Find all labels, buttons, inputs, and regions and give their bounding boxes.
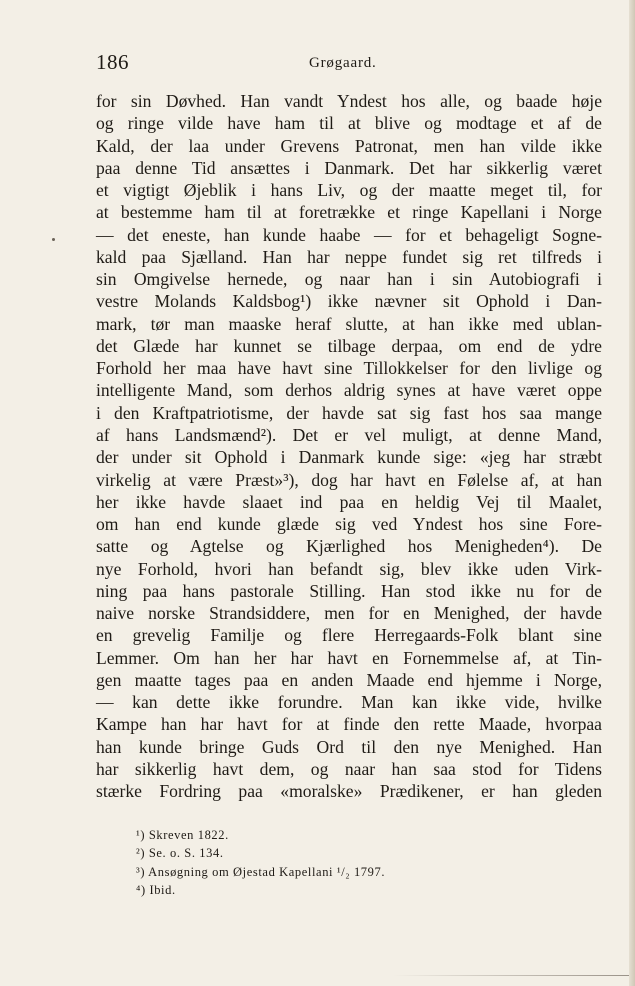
- margin-speck: [52, 238, 55, 241]
- text-line: intelligente Mand, som derhos aldrig synes at have været oppe: [96, 380, 602, 401]
- text-line: om han end kunde glæde sig ved Yndest hos sine Fore-: [96, 514, 602, 535]
- text-line: stærke Fordring paa «moralske» Prædikener, er han gleden: [96, 781, 602, 802]
- text-line: der under sit Ophold i Danmark kunde sige: «jeg har stræbt: [96, 447, 602, 468]
- footnote-1: ¹) Skreven 1822.: [136, 828, 229, 842]
- text-line: har sikkerlig havt dem, og naar han saa stod for Tidens: [96, 758, 602, 779]
- text-line: en grevelig Familje og flere Herregaards-Folk blant sine: [96, 625, 602, 646]
- text-line: han kunde bringe Guds Ord til den nye Menighed. Han: [96, 736, 602, 757]
- text-line: virkelig at være Præst»³), dog har havt en Følelse af, at han: [96, 469, 602, 490]
- footnote-4: ⁴) Ibid.: [136, 882, 176, 897]
- footnote-3: ³) Ansøgning om Øjestad Kapellani ¹/₂ 1797.: [136, 864, 386, 879]
- text-line: nye Forhold, hvori han befandt sig, blev ikke uden Virk-: [96, 558, 602, 579]
- footnotes: [136, 826, 466, 899]
- body-text: [96, 90, 602, 803]
- text-line: Lemmer. Om han her har havt en Fornemmelse af, at Tin-: [96, 647, 602, 668]
- text-line: paa denne Tid ansættes i Danmark. Det har sikkerlig været: [96, 157, 602, 178]
- text-line: at bestemme ham til at foretrække et ringe Kapellani i Norge: [96, 202, 602, 223]
- text-line: Forhold her maa have havt sine Tillokkelser for den livlige og: [96, 358, 602, 379]
- text-line: gen maatte tages paa en anden Maade end hjemme i Norge,: [96, 669, 602, 690]
- text-line: — kan dette ikke forundre. Man kan ikke vide, hvilke: [96, 692, 602, 713]
- text-line: af hans Landsmænd²). Det er vel muligt, at denne Mand,: [96, 424, 602, 445]
- text-line: i den Kraftpatriotisme, der havde sat sig fast hos saa mange: [96, 402, 602, 423]
- page-edge-shadow: [629, 0, 635, 986]
- text-line: kald paa Sjælland. Han har neppe fundet sig ret tilfreds i: [96, 246, 602, 267]
- text-line: Kald, der laa under Grevens Patronat, men han vilde ikke: [96, 135, 602, 156]
- page-number: 186: [96, 50, 129, 74]
- text-line: ning paa hans pastorale Stilling. Han stod ikke nu for de: [96, 580, 602, 601]
- footnote-2: ²) Se. o. S. 134.: [136, 846, 224, 861]
- text-line: mark, tør man maaske heraf slutte, at han ikke med ublan-: [96, 313, 602, 334]
- text-line: sin Omgivelse hernede, og naar han i sin Autobiografi i: [96, 269, 602, 290]
- text-line: Kampe han har havt for at finde den rette Maade, hvorpaa: [96, 714, 602, 735]
- running-head: Grøgaard.: [309, 55, 377, 71]
- text-line: det Glæde har kunnet se tilbage derpaa, om end de ydre: [96, 335, 602, 356]
- bottom-edge-rule: [393, 975, 629, 976]
- text-line: — det eneste, han kunde haabe — for et behageligt Sogne-: [96, 224, 602, 245]
- text-line: naive norske Strandsiddere, men for en Menighed, der havde: [96, 603, 602, 624]
- page-header: [96, 50, 602, 78]
- text-line: vestre Molands Kaldsbog¹) ikke nævner sit Ophold i Dan-: [96, 291, 602, 312]
- text-line: et vigtigt Øjeblik i hans Liv, og der maatte meget til, for: [96, 180, 602, 201]
- text-line: og ringe vilde have ham til at blive og modtage et af de: [96, 113, 602, 134]
- text-line: for sin Døvhed. Han vandt Yndest hos alle, og baade høje: [96, 91, 602, 111]
- text-line: satte og Agtelse og Kjærlighed hos Menigheden⁴). De: [96, 536, 602, 557]
- text-line: her ikke havde slaaet ind paa en heldig Vej til Maalet,: [96, 491, 602, 512]
